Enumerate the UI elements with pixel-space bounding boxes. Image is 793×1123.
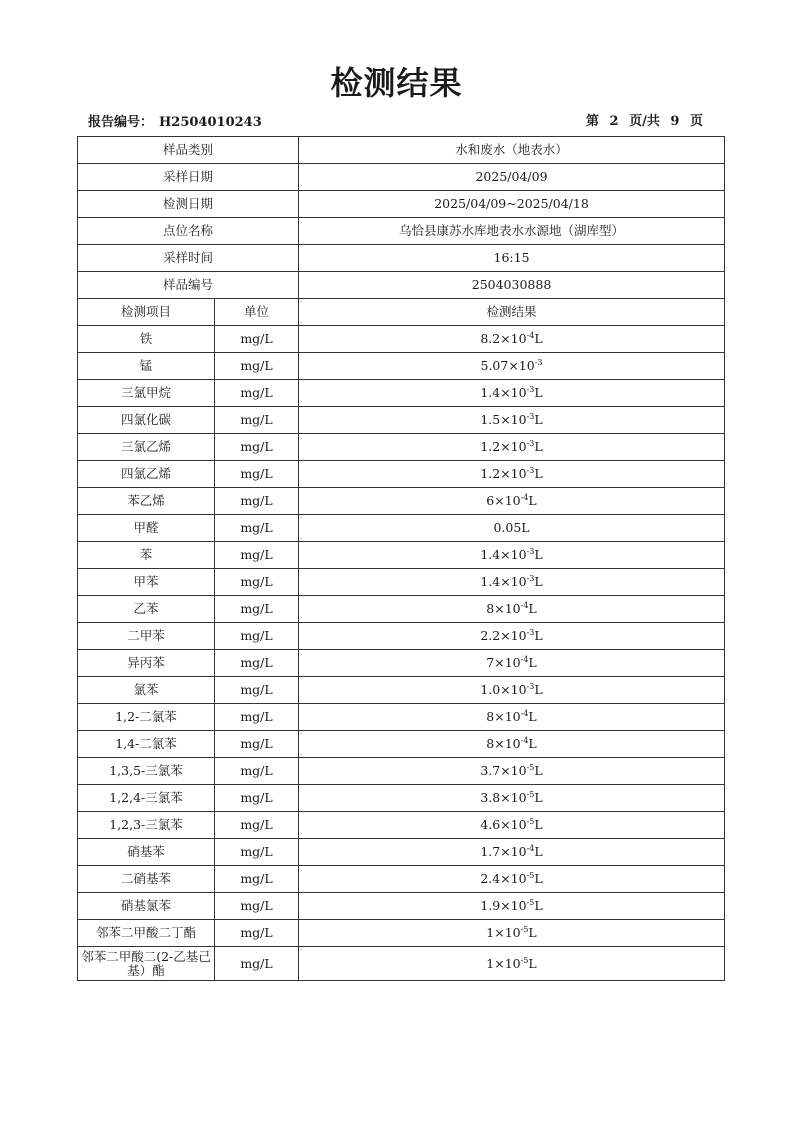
- result-mantissa: 8×10: [486, 601, 521, 616]
- result-exponent: -4: [520, 601, 529, 610]
- info-row: [78, 272, 725, 299]
- result-exponent: -3: [526, 439, 535, 448]
- info-label: 样品类别: [78, 137, 299, 164]
- row-result: [299, 677, 725, 704]
- result-mantissa: 1.9×10: [480, 898, 527, 913]
- row-result: [299, 920, 725, 947]
- table-row: [78, 731, 725, 758]
- row-item: 二硝基苯: [78, 866, 215, 893]
- row-unit: mg/L: [215, 623, 299, 650]
- info-label: 点位名称: [78, 218, 299, 245]
- row-result: [299, 569, 725, 596]
- result-exponent: -5: [520, 955, 529, 965]
- row-item: 甲醛: [78, 515, 215, 542]
- row-item: 二甲苯: [78, 623, 215, 650]
- result-mantissa: 6×10: [486, 493, 521, 508]
- row-result: [299, 380, 725, 407]
- result-mantissa: 1.5×10: [480, 412, 527, 427]
- result-exponent: -3: [526, 628, 535, 637]
- row-item: 四氯乙烯: [78, 461, 215, 488]
- result-suffix: L: [534, 898, 543, 913]
- info-value: 乌恰县康苏水库地表水水源地（湖库型）: [299, 218, 725, 245]
- row-result: [299, 785, 725, 812]
- result-exponent: -5: [526, 817, 535, 826]
- table-row: [78, 434, 725, 461]
- row-item: 铁: [78, 326, 215, 353]
- page-total: 9: [670, 114, 680, 129]
- row-unit: mg/L: [215, 650, 299, 677]
- row-unit: mg/L: [215, 542, 299, 569]
- result-exponent: -4: [520, 655, 529, 664]
- table-row: [78, 758, 725, 785]
- result-suffix: L: [528, 493, 537, 508]
- result-mantissa: 1×10: [486, 925, 521, 940]
- info-row: [78, 137, 725, 164]
- row-item: 苯乙烯: [78, 488, 215, 515]
- row-result: [299, 650, 725, 677]
- result-mantissa: 8×10: [486, 736, 521, 751]
- table-row: [78, 920, 725, 947]
- row-item: 1,3,5-三氯苯: [78, 758, 215, 785]
- result-mantissa: 7×10: [486, 655, 521, 670]
- result-suffix: L: [534, 547, 543, 562]
- result-mantissa: 4.6×10: [480, 817, 527, 832]
- result-exponent: -5: [526, 790, 535, 799]
- result-mantissa: 0.05L: [493, 520, 530, 535]
- page-indicator: [583, 110, 706, 129]
- result-mantissa: 1.2×10: [480, 439, 527, 454]
- table-row: [78, 947, 725, 981]
- result-exponent: -3: [526, 412, 535, 421]
- row-result: [299, 758, 725, 785]
- table-row: [78, 380, 725, 407]
- row-item: 甲苯: [78, 569, 215, 596]
- row-result: [299, 704, 725, 731]
- result-mantissa: 5.07×10: [480, 358, 535, 373]
- row-unit: mg/L: [215, 758, 299, 785]
- table-row: [78, 542, 725, 569]
- row-unit: mg/L: [215, 920, 299, 947]
- row-result: [299, 326, 725, 353]
- results-table-body: [78, 137, 725, 981]
- result-suffix: L: [534, 412, 543, 427]
- result-mantissa: 1.4×10: [480, 385, 527, 400]
- header-item: 检测项目: [78, 299, 215, 326]
- row-result: [299, 488, 725, 515]
- result-suffix: L: [528, 925, 537, 940]
- result-exponent: -4: [520, 709, 529, 718]
- info-value: 水和废水（地表水）: [299, 137, 725, 164]
- row-item: 1,2-二氯苯: [78, 704, 215, 731]
- report-number-value: H2504010243: [159, 115, 262, 130]
- result-mantissa: 1×10: [486, 955, 521, 971]
- row-unit: mg/L: [215, 947, 299, 981]
- table-row: [78, 785, 725, 812]
- header-result: 检测结果: [299, 299, 725, 326]
- info-label: 采样时间: [78, 245, 299, 272]
- row-unit: mg/L: [215, 515, 299, 542]
- result-exponent: -5: [526, 898, 535, 907]
- table-row: [78, 893, 725, 920]
- row-result: [299, 623, 725, 650]
- row-unit: mg/L: [215, 866, 299, 893]
- result-suffix: L: [528, 955, 537, 971]
- row-item: 邻苯二甲酸二(2-乙基己基）酯: [78, 947, 215, 981]
- page-suffix: 页: [689, 114, 703, 129]
- table-row: [78, 461, 725, 488]
- report-number-label: 报告编号：: [88, 115, 154, 130]
- result-suffix: L: [534, 331, 543, 346]
- result-suffix: L: [528, 655, 537, 670]
- row-result: [299, 947, 725, 981]
- row-unit: mg/L: [215, 839, 299, 866]
- row-item: 硝基氯苯: [78, 893, 215, 920]
- result-suffix: L: [534, 628, 543, 643]
- result-exponent: -5: [526, 871, 535, 880]
- row-unit: mg/L: [215, 731, 299, 758]
- row-item: 氯苯: [78, 677, 215, 704]
- table-row: [78, 569, 725, 596]
- row-result: [299, 866, 725, 893]
- row-unit: mg/L: [215, 434, 299, 461]
- table-row: [78, 407, 725, 434]
- row-unit: mg/L: [215, 785, 299, 812]
- info-value: 2025/04/09~2025/04/18: [299, 191, 725, 218]
- row-item: 四氯化碳: [78, 407, 215, 434]
- table-row: [78, 704, 725, 731]
- table-row: [78, 326, 725, 353]
- result-mantissa: 2.4×10: [480, 871, 527, 886]
- result-exponent: -5: [526, 763, 535, 772]
- result-exponent: -3: [526, 466, 535, 475]
- row-unit: mg/L: [215, 704, 299, 731]
- table-row: [78, 488, 725, 515]
- row-unit: mg/L: [215, 488, 299, 515]
- row-item: 邻苯二甲酸二丁酯: [78, 920, 215, 947]
- table-row: [78, 866, 725, 893]
- table-row: [78, 596, 725, 623]
- table-header-row: [78, 299, 725, 326]
- result-suffix: L: [534, 790, 543, 805]
- result-exponent: -4: [520, 736, 529, 745]
- row-result: [299, 461, 725, 488]
- page-title: 检测结果: [330, 64, 463, 102]
- header-unit: 单位: [215, 299, 299, 326]
- table-row: [78, 677, 725, 704]
- result-mantissa: 1.4×10: [480, 574, 527, 589]
- result-suffix: L: [534, 439, 543, 454]
- row-unit: mg/L: [215, 326, 299, 353]
- table-row: [78, 353, 725, 380]
- result-suffix: L: [534, 574, 543, 589]
- table-row: [78, 839, 725, 866]
- result-exponent: -4: [520, 493, 529, 502]
- row-unit: mg/L: [215, 596, 299, 623]
- row-result: [299, 407, 725, 434]
- result-exponent: -4: [526, 331, 535, 340]
- result-mantissa: 3.8×10: [480, 790, 527, 805]
- page-prefix: 第: [586, 114, 600, 129]
- row-unit: mg/L: [215, 407, 299, 434]
- result-suffix: L: [528, 736, 537, 751]
- row-unit: mg/L: [215, 461, 299, 488]
- result-suffix: L: [534, 682, 543, 697]
- row-unit: mg/L: [215, 569, 299, 596]
- info-row: [78, 245, 725, 272]
- row-result: [299, 542, 725, 569]
- info-label: 检测日期: [78, 191, 299, 218]
- row-item: 异丙苯: [78, 650, 215, 677]
- info-row: [78, 164, 725, 191]
- row-item: 锰: [78, 353, 215, 380]
- page-mid: 页/共: [629, 114, 660, 129]
- result-suffix: L: [528, 601, 537, 616]
- result-mantissa: 3.7×10: [480, 763, 527, 778]
- info-label: 样品编号: [78, 272, 299, 299]
- row-unit: mg/L: [215, 380, 299, 407]
- info-value: 2504030888: [299, 272, 725, 299]
- result-mantissa: 1.4×10: [480, 547, 527, 562]
- result-mantissa: 8.2×10: [480, 331, 527, 346]
- result-suffix: L: [534, 763, 543, 778]
- results-table: [77, 136, 725, 981]
- page-current: 2: [609, 114, 619, 129]
- result-suffix: L: [534, 844, 543, 859]
- row-item: 三氯乙烯: [78, 434, 215, 461]
- table-row: [78, 812, 725, 839]
- info-value: 2025/04/09: [299, 164, 725, 191]
- result-mantissa: 1.2×10: [480, 466, 527, 481]
- row-item: 1,4-二氯苯: [78, 731, 215, 758]
- info-row: [78, 218, 725, 245]
- result-suffix: L: [534, 385, 543, 400]
- info-label: 采样日期: [78, 164, 299, 191]
- row-unit: mg/L: [215, 353, 299, 380]
- result-exponent: -4: [526, 844, 535, 853]
- result-suffix: L: [534, 871, 543, 886]
- row-item: 硝基苯: [78, 839, 215, 866]
- result-suffix: L: [534, 466, 543, 481]
- result-suffix: L: [534, 817, 543, 832]
- table-row: [78, 623, 725, 650]
- row-item: 乙苯: [78, 596, 215, 623]
- table-row: [78, 515, 725, 542]
- result-suffix: L: [528, 709, 537, 724]
- result-exponent: -3: [526, 574, 535, 583]
- report-number: [88, 111, 268, 130]
- row-unit: mg/L: [215, 677, 299, 704]
- row-result: [299, 353, 725, 380]
- row-item: 苯: [78, 542, 215, 569]
- row-unit: mg/L: [215, 812, 299, 839]
- row-item: 三氯甲烷: [78, 380, 215, 407]
- row-result: [299, 434, 725, 461]
- row-result: [299, 839, 725, 866]
- row-item: 1,2,4-三氯苯: [78, 785, 215, 812]
- result-mantissa: 1.0×10: [480, 682, 527, 697]
- result-exponent: -3: [534, 358, 543, 367]
- result-mantissa: 8×10: [486, 709, 521, 724]
- row-result: [299, 893, 725, 920]
- row-result: [299, 812, 725, 839]
- row-unit: mg/L: [215, 893, 299, 920]
- info-row: [78, 191, 725, 218]
- table-row: [78, 650, 725, 677]
- row-item: 1,2,3-三氯苯: [78, 812, 215, 839]
- row-result: [299, 515, 725, 542]
- result-mantissa: 1.7×10: [480, 844, 527, 859]
- row-result: [299, 731, 725, 758]
- result-exponent: -3: [526, 547, 535, 556]
- info-value: 16:15: [299, 245, 725, 272]
- result-exponent: -3: [526, 682, 535, 691]
- row-result: [299, 596, 725, 623]
- result-exponent: -3: [526, 385, 535, 394]
- result-mantissa: 2.2×10: [480, 628, 527, 643]
- result-exponent: -5: [520, 925, 529, 934]
